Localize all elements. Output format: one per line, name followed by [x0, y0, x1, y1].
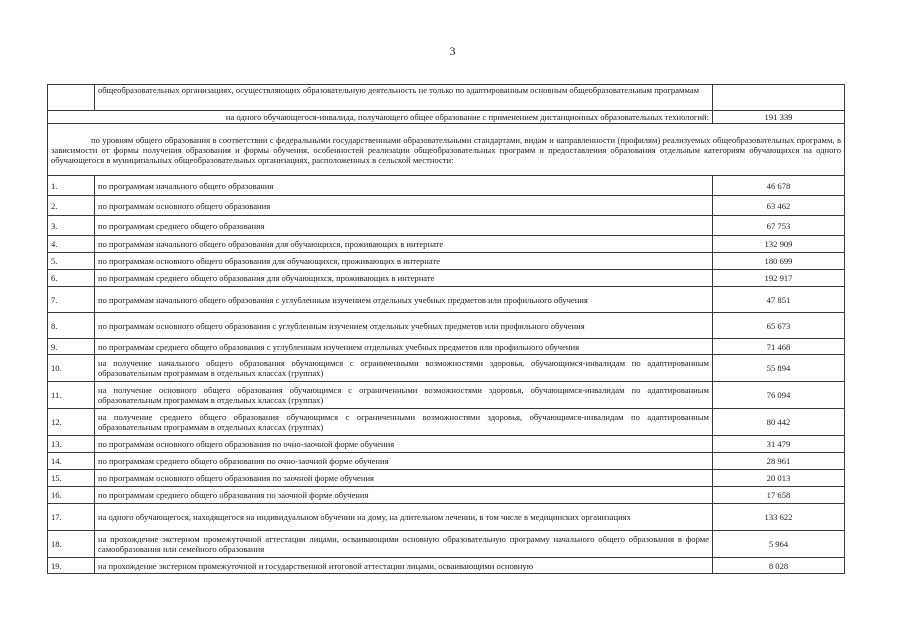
row-value: 5 964	[713, 531, 845, 558]
table-row	[48, 409, 845, 436]
table-row	[48, 287, 845, 313]
table-row	[48, 453, 845, 470]
row-value: 67 753	[713, 216, 845, 236]
normatives-table	[47, 84, 845, 574]
row-description: по программам среднего общего образования для обучающихся, проживающих в интернате	[95, 270, 713, 287]
row-value: 76 094	[713, 382, 845, 409]
table-row	[48, 436, 845, 453]
row-description: по программам среднего общего образования по заочной форме обучения	[95, 487, 713, 504]
row-description: на получение основного общего образования обучающимся с ограниченными возможностями здоровья, обучающимся-инвалидам по адаптированным образовательным программам в отдельных классах (группах)	[95, 382, 713, 409]
row-value: 180 699	[713, 253, 845, 270]
row-number: 7.	[48, 287, 95, 313]
row-value: 20 013	[713, 470, 845, 487]
row-value: 71 468	[713, 339, 845, 355]
row-number: 14.	[48, 453, 95, 470]
table-row	[48, 558, 845, 574]
row-value: 55 894	[713, 355, 845, 382]
distance-learning-row	[48, 111, 845, 124]
table-body	[48, 85, 845, 574]
table-row	[48, 470, 845, 487]
row-value-cell	[713, 85, 845, 111]
row-number: 17.	[48, 504, 95, 531]
row-number-cell	[48, 85, 95, 111]
row-number: 6.	[48, 270, 95, 287]
row-value: 8 028	[713, 558, 845, 574]
row-description: на получение среднего общего образования обучающимся с ограниченными возможностями здоровья, обучающимся-инвалидам по адаптированным образовательным программам в отдельных классах (группах)	[95, 409, 713, 436]
row-number: 3.	[48, 216, 95, 236]
row-number: 13.	[48, 436, 95, 453]
row-description: на прохождение экстерном промежуточной и государственной итоговой аттестации лицами, осваивающими основную	[95, 558, 713, 574]
table-row	[48, 487, 845, 504]
table-row	[48, 253, 845, 270]
row-description: по программам основного общего образования	[95, 196, 713, 216]
row-number: 9.	[48, 339, 95, 355]
row-value: 47 851	[713, 287, 845, 313]
table-row	[48, 196, 845, 216]
row-number: 12.	[48, 409, 95, 436]
row-description: по программам среднего общего образования с углубленным изучением отдельных учебных предметов или профильного обучения	[95, 339, 713, 355]
row-value: 63 462	[713, 196, 845, 216]
row-description: по программам начального общего образования	[95, 176, 713, 196]
row-description: по программам основного общего образования для обучающихся, проживающих в интернате	[95, 253, 713, 270]
row-value: 132 909	[713, 236, 845, 253]
section-heading: по уровням общего образования в соответствии с федеральными государственными образовательными стандартами, видам и направленности (профилям) реализуемых общеобразовательных программ, в зависимости от формы получения образования и формы обучения, особенностей реализации общеобразовательных программ и предоставления образования отдельным категориям обучающихся на одного обучающегося в муниципальных общеобразовательных организациях, расположенных в сельской местности:	[48, 124, 845, 176]
row-number: 11.	[48, 382, 95, 409]
row-description: на получение начального общего образования обучающимся с ограниченными возможностями здоровья, обучающимся-инвалидам по адаптированным образовательным программам в отдельных классах (группах)	[95, 355, 713, 382]
table-row	[48, 313, 845, 339]
table-row	[48, 236, 845, 253]
table-row	[48, 382, 845, 409]
page-number: 3	[449, 44, 456, 58]
row-value: 192 917	[713, 270, 845, 287]
row-number: 8.	[48, 313, 95, 339]
row-description: на прохождение экстерном промежуточной аттестации лицами, осваивающими основную образовательную программу начального общего образования в форме самообразования или семейного образования	[95, 531, 713, 558]
distance-learning-text: на одного обучающегося-инвалида, получающего общее образование с применением дистанционных образовательных технологий:	[48, 111, 713, 124]
row-description: по программам среднего общего образования	[95, 216, 713, 236]
row-value: 46 678	[713, 176, 845, 196]
row-description: по программам основного общего образования с углубленным изучением отдельных учебных предметов или профильного обучения	[95, 313, 713, 339]
table-row	[48, 531, 845, 558]
table-row	[48, 339, 845, 355]
table-row	[48, 355, 845, 382]
row-number: 10.	[48, 355, 95, 382]
row-description: по программам основного общего образования по заочной форме обучения	[95, 470, 713, 487]
table-row	[48, 504, 845, 531]
row-value: 65 673	[713, 313, 845, 339]
row-value: 31 479	[713, 436, 845, 453]
row-description: по программам начального общего образования для обучающихся, проживающих в интернате	[95, 236, 713, 253]
row-description: по программам среднего общего образования по очно-заочной форме обучения	[95, 453, 713, 470]
row-number: 15.	[48, 470, 95, 487]
row-description: по программам основного общего образования по очно-заочной форме обучения	[95, 436, 713, 453]
row-value: 17 658	[713, 487, 845, 504]
row-number: 19.	[48, 558, 95, 574]
row-value: 28 961	[713, 453, 845, 470]
row-number: 1.	[48, 176, 95, 196]
continuation-text: общеобразовательных организациях, осуществляющих образовательную деятельность не только по адаптированным основным общеобразовательным программам	[95, 85, 713, 111]
table-row	[48, 176, 845, 196]
table-row	[48, 270, 845, 287]
row-number: 4.	[48, 236, 95, 253]
row-description: по программам начального общего образования с углубленным изучением отдельных учебных предметов или профильного обучения	[95, 287, 713, 313]
row-value: 133 622	[713, 504, 845, 531]
row-number: 16.	[48, 487, 95, 504]
table-row	[48, 216, 845, 236]
row-number: 2.	[48, 196, 95, 216]
row-value: 80 442	[713, 409, 845, 436]
section-heading-row	[48, 124, 845, 176]
continuation-row	[48, 85, 845, 111]
row-number: 18.	[48, 531, 95, 558]
row-number: 5.	[48, 253, 95, 270]
distance-learning-value: 191 339	[713, 111, 845, 124]
row-description: на одного обучающегося, находящегося на индивидуальном обучении на дому, на длительном лечении, в том числе в медицинских организациях	[95, 504, 713, 531]
